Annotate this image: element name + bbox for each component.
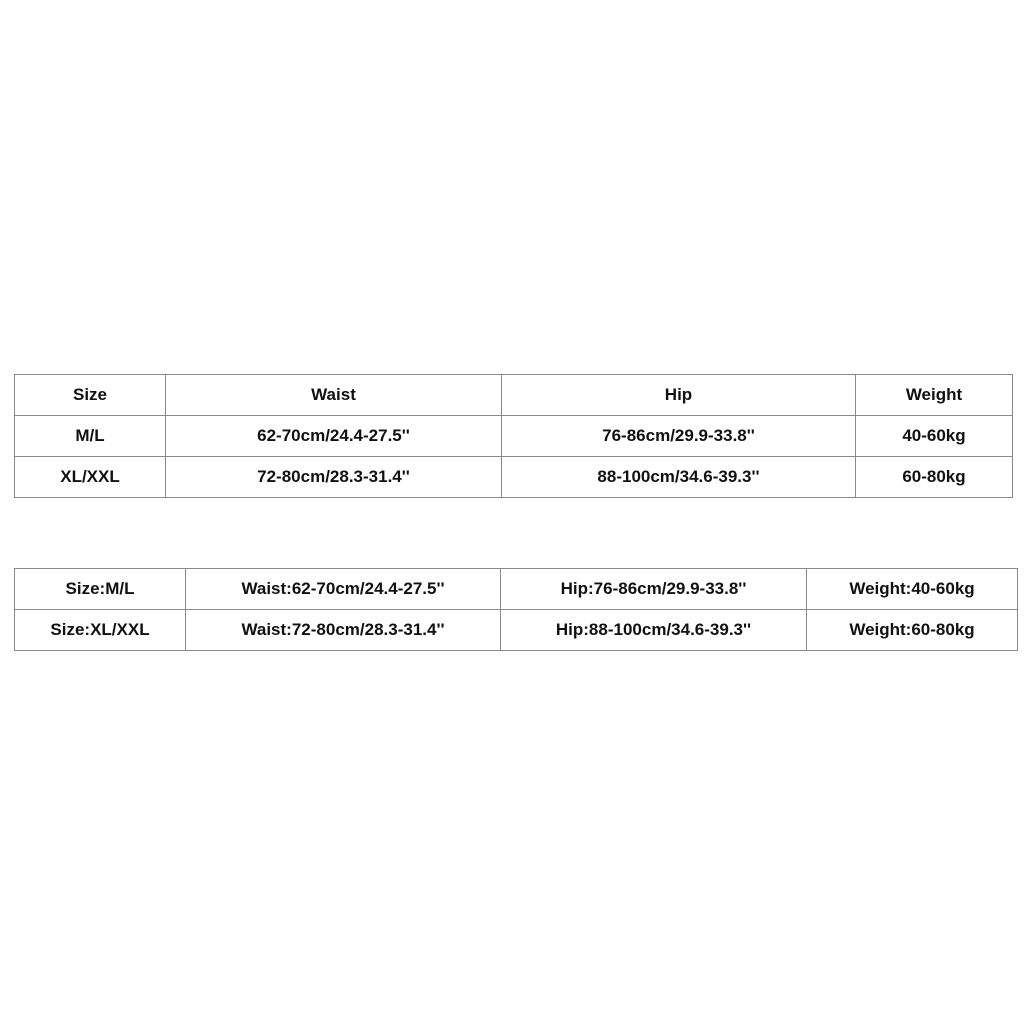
size-chart-inline-table	[14, 568, 1018, 651]
table-row	[15, 569, 1018, 610]
header-waist: Waist	[166, 375, 502, 416]
table-header-row	[15, 375, 1013, 416]
cell-weight: 60-80kg	[856, 457, 1013, 498]
cell-waist: 72-80cm/28.3-31.4''	[166, 457, 502, 498]
cell-size: XL/XXL	[15, 457, 166, 498]
size-chart-table	[14, 374, 1013, 498]
cell-weight: Weight:60-80kg	[807, 610, 1018, 651]
cell-weight: Weight:40-60kg	[807, 569, 1018, 610]
cell-weight: 40-60kg	[856, 416, 1013, 457]
header-weight: Weight	[856, 375, 1013, 416]
cell-waist: Waist:72-80cm/28.3-31.4''	[186, 610, 501, 651]
cell-size: Size:M/L	[15, 569, 186, 610]
cell-hip: Hip:88-100cm/34.6-39.3''	[501, 610, 807, 651]
cell-hip: Hip:76-86cm/29.9-33.8''	[501, 569, 807, 610]
cell-size: Size:XL/XXL	[15, 610, 186, 651]
table-row	[15, 610, 1018, 651]
cell-waist: Waist:62-70cm/24.4-27.5''	[186, 569, 501, 610]
table-row	[15, 416, 1013, 457]
table-row	[15, 457, 1013, 498]
cell-hip: 76-86cm/29.9-33.8''	[502, 416, 856, 457]
cell-hip: 88-100cm/34.6-39.3''	[502, 457, 856, 498]
cell-waist: 62-70cm/24.4-27.5''	[166, 416, 502, 457]
header-hip: Hip	[502, 375, 856, 416]
cell-size: M/L	[15, 416, 166, 457]
header-size: Size	[15, 375, 166, 416]
